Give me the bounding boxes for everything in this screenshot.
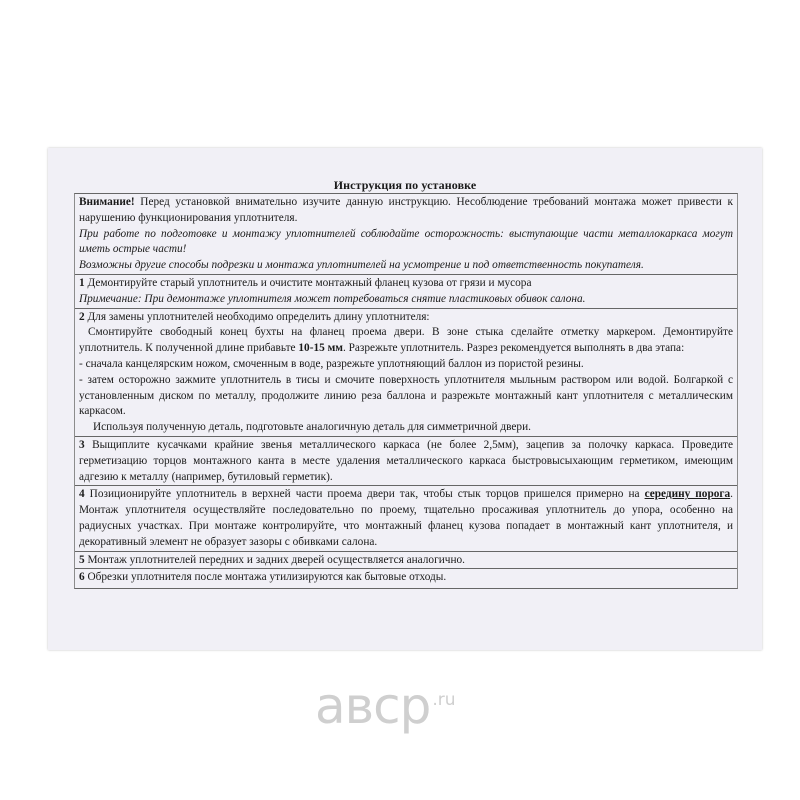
warning-text: Перед установкой внимательно изучите данную инструкцию. Несоблюдение требований монтажа может привести к нарушению функционирования уплотнителя. (79, 196, 733, 224)
responsibility-note: Возможны другие способы подрезки и монтажа уплотнителей на усмотрение и под ответственность покупателя. (79, 259, 644, 272)
caution-text: При работе по подготовке и монтажу уплотнителей соблюдайте осторожность: выступающие части металлокаркаса могут иметь острые части! (79, 227, 733, 256)
step-number: 4 (79, 488, 85, 501)
step-number: 3 (79, 438, 85, 451)
length-allowance: 10-15 мм (298, 342, 343, 355)
step-number: 1 (79, 276, 85, 289)
document-title: Инструкция по установке (333, 178, 477, 192)
step-number: 5 (79, 553, 85, 566)
step-paragraph: Смонтируйте свободный конец бухты на фланец проема двери. В зоне стыка сделайте отметку маркером. Демонтируйте уплотнитель. К полученной длине прибавьте 10-15 мм. Разрежьте уплотнитель. Разрез рекомендуется выполнять в два этапа: (79, 326, 733, 355)
step-bullet: - затем осторожно зажмите уплотнитель в тисы и смочите поверхность уплотнителя мыльным раствором или водой. Болгаркой с установленным диском по металлу, продолжите линию реза баллона и разрежьте монтажный кант уплотнителя с металлическим каркасом. (79, 373, 733, 418)
warning-section (75, 194, 737, 275)
step-3 (75, 437, 737, 486)
watermark-word: авср (315, 677, 431, 735)
step-6 (75, 569, 737, 588)
step-number: 2 (79, 310, 85, 323)
step-note: Примечание: При демонтаже уплотнителя может потребоваться снятие пластиковых обивок салона. (79, 292, 586, 305)
step-paragraph: Используя полученную деталь, подготовьте аналогичную деталь для симметричной двери. (93, 421, 531, 434)
step-text: Позиционируйте уплотнитель в верхней части проема двери так, чтобы стык торцов пришелся примерно на (84, 488, 645, 501)
watermark-domain: .ru (432, 690, 456, 710)
warning-lead: Внимание! (79, 196, 135, 208)
instruction-sheet (48, 148, 762, 650)
step-text: Для замены уплотнителей необходимо определить длину уплотнителя: (84, 310, 430, 323)
threshold-emphasis: середину порога (644, 488, 731, 501)
step-2 (75, 309, 737, 437)
step-4: 4 Позиционируйте уплотнитель в верхней части проема двери так, чтобы стык торцов пришелся примерно на середину порога. Монтаж уплотнителя осуществляйте последовательно по проему, тщательно просаживая уплотнитель до упора, особенно на радиусных участках. При монтаже контролируйте, что монтажный фланец кузова попадает в монтажный кант уплотнителя, и декоративный элемент не образует зазоры с обивками салона. (75, 486, 737, 551)
step-1 (75, 275, 737, 309)
instruction-table (74, 193, 738, 589)
step-text: Выщиплите кусачками крайние звенья металлического каркаса (не более 2,5мм), зацепив за полочку каркаса. Проведите герметизацию торцов монтажного канта в месте удаления металлического каркаса быстровысыхающим герметиком, имеющим адгезию к металлу (например, бутиловый герметик). (79, 438, 733, 483)
step-text: Монтаж уплотнителей передних и задних дверей осуществляется аналогично. (84, 553, 465, 566)
step-text: Обрезки уплотнителя после монтажа утилизируются как бытовые отходы. (84, 571, 447, 584)
step-number: 6 (79, 571, 85, 584)
step-bullet: - сначала канцелярским ножом, смоченным в воде, разрежьте уплотняющий баллон из пористой резины. (79, 357, 584, 370)
step-text: Демонтируйте старый уплотнитель и очистите монтажный фланец кузова от грязи и мусора (84, 276, 532, 289)
abcp-watermark-logo (315, 677, 456, 735)
step-5 (75, 552, 737, 570)
